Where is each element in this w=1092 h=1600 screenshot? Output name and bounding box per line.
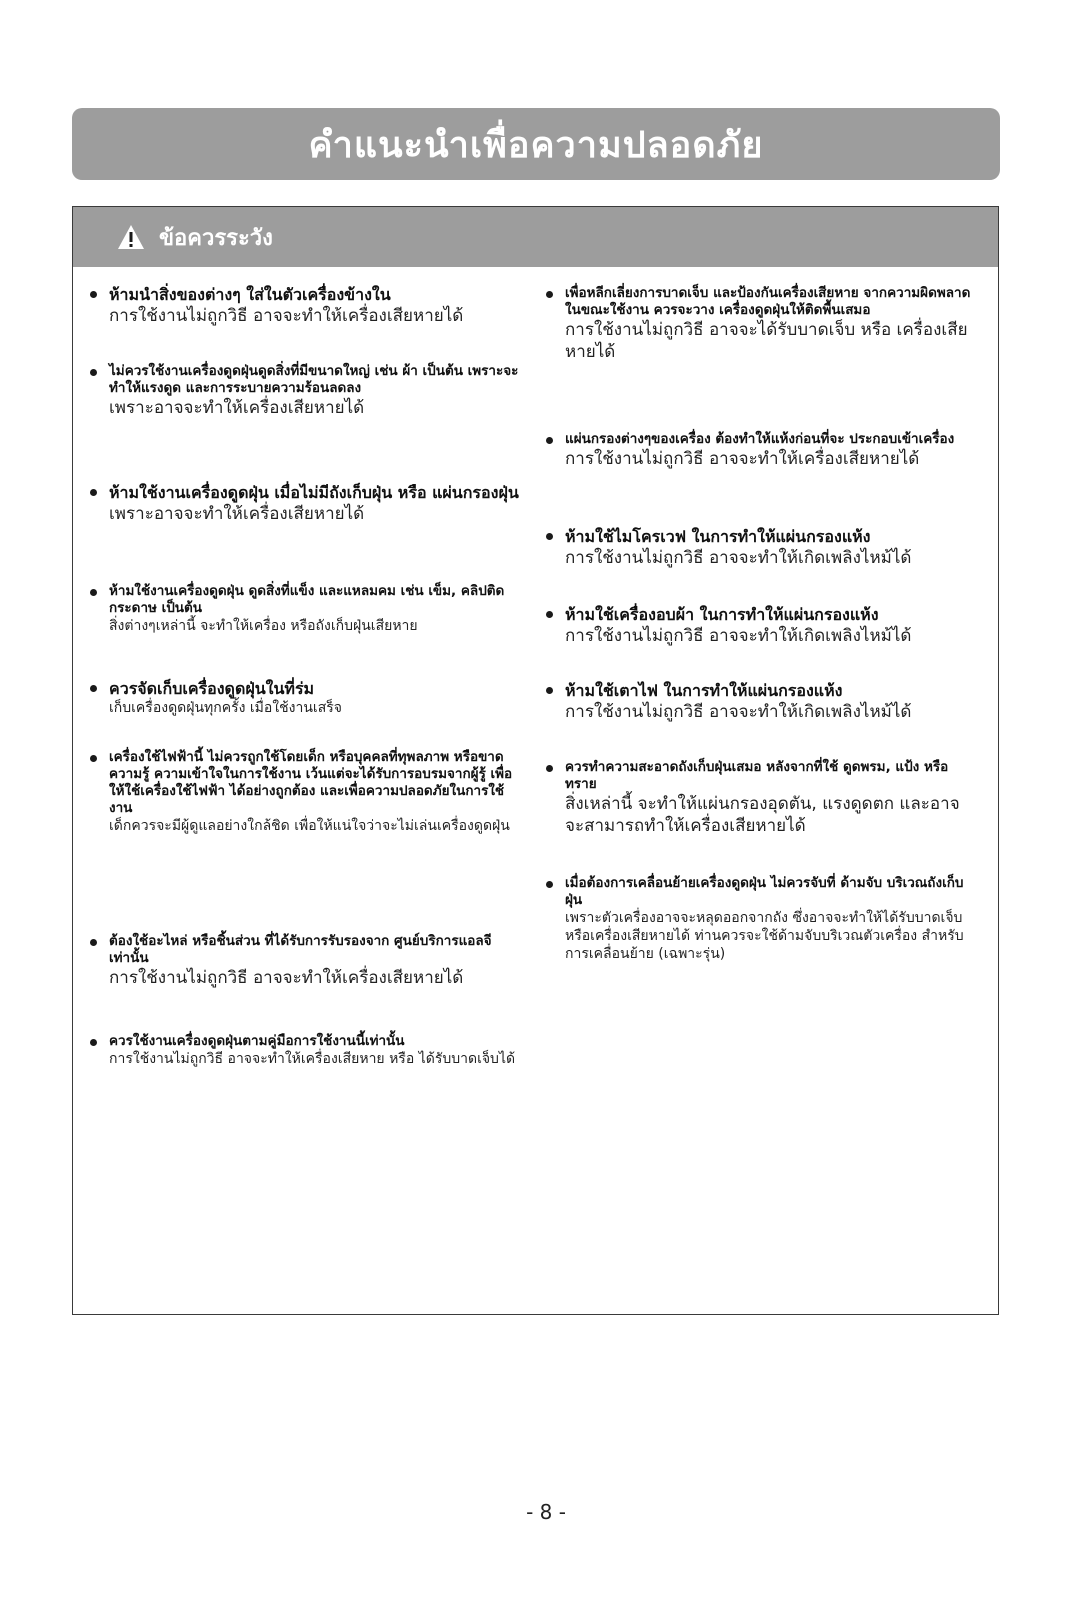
item-description: เพราะอาจจะทำให้เครื่องเสียหายได้	[109, 397, 365, 418]
item-heading: เมื่อต้องการเคลื่อนย้ายเครื่องดูดฝุ่น ไม่ควรจับที่ ด้ามจับ บริเวณถังเก็บฝุ่น	[565, 875, 964, 908]
bullet-icon	[546, 291, 553, 298]
item-description: สิ่งเหล่านี้ จะทำให้แผ่นกรองอุดตัน, แรงดูดตก และอาจจะสามารถทำให้เครื่องเสียหายได้	[565, 793, 960, 836]
item-description: การใช้งานไม่ถูกวิธี อาจจะทำให้เกิดเพลิงไหม้ได้	[565, 548, 912, 568]
list-item	[543, 875, 965, 963]
page-title-banner	[72, 108, 1000, 180]
page-number: - 8 -	[526, 1500, 566, 1524]
list-item	[87, 363, 519, 419]
caution-label: ข้อควรระวัง	[159, 225, 273, 251]
item-heading: ห้ามใช้เตาไฟ ในการทำให้แผ่นกรองแห้ง	[565, 681, 843, 700]
item-description: การใช้งานไม่ถูกวิธี อาจจะทำให้เครื่องเสียหายได้	[109, 967, 464, 988]
list-item	[87, 285, 539, 327]
list-item	[87, 749, 519, 835]
item-description: เพราะอาจจะทำให้เครื่องเสียหายได้	[109, 504, 365, 524]
list-item	[543, 759, 975, 837]
bullet-icon	[90, 1039, 97, 1046]
item-description: สิ่งต่างๆเหล่านี้ จะทำให้เครื่อง หรือถังเก็บฝุ่นเสียหาย	[109, 617, 418, 634]
list-item	[543, 681, 1005, 723]
bullet-icon	[90, 755, 97, 762]
item-description: เพราะตัวเครื่องอาจจะหลุดออกจากถัง ซึ่งอาจจะทำให้ได้รับบาดเจ็บ หรือเครื่องเสียหายได้ ท่านควรจะใช้ด้ามจับบริเวณตัวเครื่อง สำหรับการเคลื่อนย้าย (เฉพาะรุ่น)	[565, 909, 964, 963]
item-heading: ห้ามใช้งานเครื่องดูดฝุ่น ดูดสิ่งที่แข็ง และแหลมคม เช่น เข็ม, คลิปติดกระดาษ เป็นต้น	[109, 583, 505, 616]
item-description: การใช้งานไม่ถูกวิธี อาจจะทำให้เครื่องเสียหายได้	[565, 448, 920, 469]
caution-header	[73, 207, 998, 267]
item-description: การใช้งานไม่ถูกวิธี อาจจะทำให้เครื่องเสียหายได้	[109, 306, 464, 326]
bullet-icon	[546, 611, 553, 618]
warning-triangle-icon	[117, 224, 145, 250]
item-heading: ต้องใช้อะไหล่ หรือชิ้นส่วน ที่ได้รับการรับรองจาก ศูนย์บริการแอลจี เท่านั้น	[109, 933, 492, 966]
page-title: คำแนะนำเพื่อความปลอดภัย	[308, 124, 764, 166]
bullet-icon	[546, 881, 553, 888]
item-heading: ควรใช้งานเครื่องดูดฝุ่นตามคู่มือการใช้งานนี้เท่านั้น	[109, 1033, 405, 1049]
item-description: การใช้งานไม่ถูกวิธี อาจจะได้รับบาดเจ็บ หรือ เครื่องเสียหายได้	[565, 319, 968, 362]
item-heading: ห้ามใช้ไมโครเวฟ ในการทำให้แผ่นกรองแห้ง	[565, 527, 871, 546]
list-item	[543, 605, 1005, 647]
item-heading: เครื่องใช้ไฟฟ้านี้ ไม่ควรถูกใช้โดยเด็ก หรือบุคคลที่ทุพลภาพ หรือขาดความรู้ ความเข้าใจในการใช้งาน เว้นแต่จะได้รับการอบรมจากผู้รู้ เพื่อให้ใช้เครื่องใช้ไฟฟ้า ได้อย่างถูกต้อง และเพื่อความปลอดภัยในการใช้งาน	[109, 749, 513, 816]
list-item	[87, 583, 519, 635]
list-item	[87, 933, 519, 989]
bullet-icon	[90, 489, 97, 496]
item-description: การใช้งานไม่ถูกวิธี อาจจะทำให้เกิดเพลิงไหม้ได้	[565, 702, 912, 722]
item-heading: ควรทำความสะอาดถังเก็บฝุ่นเสมอ หลังจากที่ใช้ ดูดพรม, แป้ง หรือทราย	[565, 759, 949, 792]
item-heading: ห้ามใช้งานเครื่องดูดฝุ่น เมื่อไม่มีถังเก็บฝุ่น หรือ แผ่นกรองฝุ่น	[109, 483, 519, 502]
item-heading: แผ่นกรองต่างๆของเครื่อง ต้องทำให้แห้งก่อนที่จะ ประกอบเข้าเครื่อง	[565, 431, 955, 447]
list-item	[87, 483, 529, 525]
item-description: การใช้งานไม่ถูกวิธี อาจจะทำให้เกิดเพลิงไหม้ได้	[565, 626, 912, 646]
item-heading: ควรจัดเก็บเครื่องดูดฝุ่นในที่ร่ม	[109, 679, 315, 698]
item-heading: เพื่อหลีกเลี่ยงการบาดเจ็บ และป้องกันเครื่องเสียหาย จากความผิดพลาดในขณะใช้งาน ควรจะวาง เครื่องดูดฝุ่นให้ติดพื้นเสมอ	[565, 285, 971, 318]
bullet-icon	[546, 533, 553, 540]
bullet-icon	[546, 687, 553, 694]
bullet-icon	[90, 939, 97, 946]
item-heading: ไม่ควรใช้งานเครื่องดูดฝุ่นดูดสิ่งที่มีขนาดใหญ่ เช่น ผ้า เป็นต้น เพราะจะทำให้แรงดูด และการระบายความร้อนลดลง	[109, 363, 519, 396]
bullet-icon	[90, 369, 97, 376]
list-item	[543, 285, 985, 363]
bullet-icon	[90, 589, 97, 596]
item-heading: ห้ามใช้เครื่องอบผ้า ในการทำให้แผ่นกรองแห้ง	[565, 605, 879, 624]
item-description: เด็กควรจะมีผู้ดูแลอย่างใกล้ชิด เพื่อให้แน่ใจว่าจะไม่เล่นเครื่องดูดฝุ่น	[109, 817, 510, 834]
item-heading: ห้ามนำสิ่งของต่างๆ ใส่ในตัวเครื่องข้างใน	[109, 285, 391, 304]
bullet-icon	[90, 291, 97, 298]
list-item	[543, 527, 1005, 569]
item-description: การใช้งานไม่ถูกวิธี อาจจะทำให้เครื่องเสียหาย หรือ ได้รับบาดเจ็บได้	[109, 1050, 516, 1067]
caution-section	[72, 206, 999, 1315]
list-item	[87, 1033, 519, 1068]
bullet-icon	[546, 765, 553, 772]
bullet-icon	[546, 437, 553, 444]
item-description: เก็บเครื่องดูดฝุ่นทุกครั้ง เมื่อใช้งานเสร็จ	[109, 700, 342, 716]
bullet-icon	[90, 685, 97, 692]
list-item	[87, 679, 539, 717]
list-item	[543, 431, 985, 470]
